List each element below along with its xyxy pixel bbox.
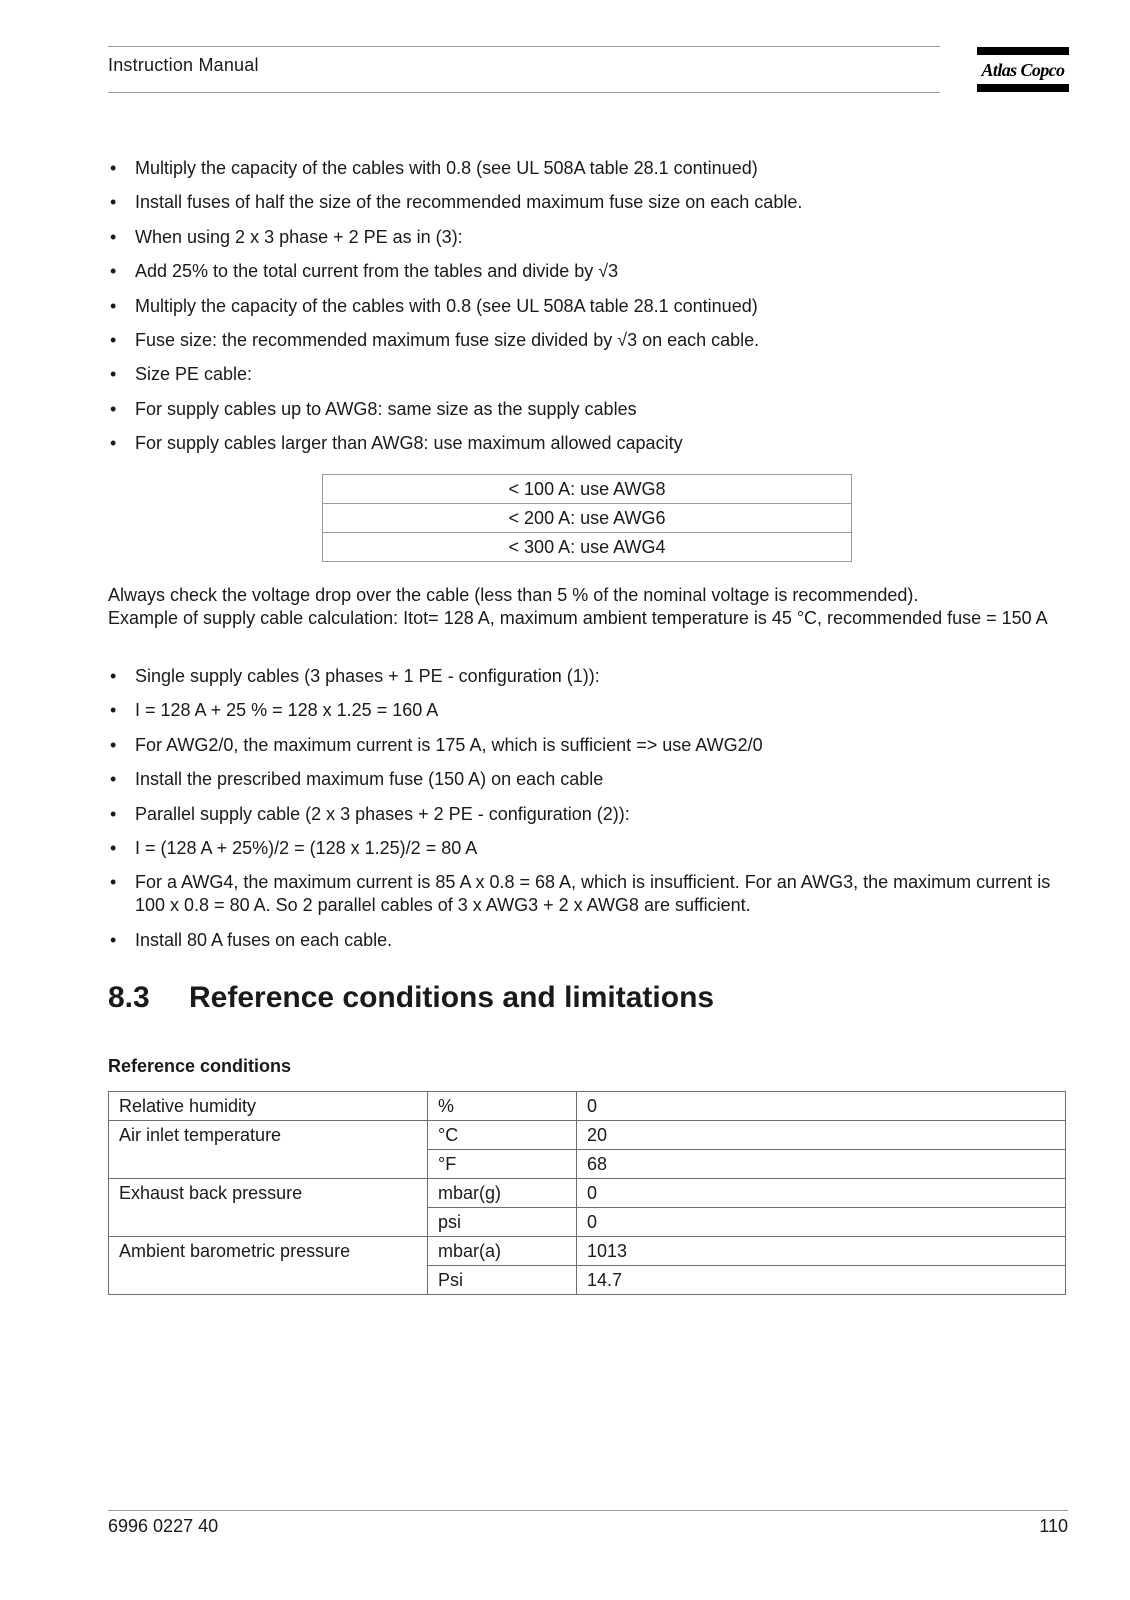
reference-conditions-table (108, 1091, 1066, 1295)
value-cell: 0 (577, 1208, 1066, 1237)
bullet-icon: • (110, 158, 117, 178)
table-row (323, 533, 852, 562)
unit-cell: Psi (428, 1266, 577, 1295)
table-row (109, 1237, 1066, 1266)
bullet-icon: • (110, 295, 117, 316)
list-item-text: Install the prescribed maximum fuse (150 A) on each cable (135, 769, 604, 790)
parameter-cell: Relative humidity (109, 1092, 428, 1121)
list-item (108, 837, 1068, 860)
bullet-icon: • (110, 329, 117, 350)
bullet-icon: • (110, 734, 117, 755)
bullet-icon: • (110, 364, 117, 385)
unit-cell: °C (428, 1121, 577, 1150)
bullet-icon: • (110, 929, 117, 950)
paragraph-line: Always check the voltage drop over the cable (less than 5 % of the nominal voltage is recommended). (108, 585, 919, 605)
logo-top-bar (977, 47, 1069, 55)
subsection-heading: Reference conditions (108, 1056, 292, 1076)
paragraph-line: Example of supply cable calculation: Itot= 128 A, maximum ambient temperature is 45 °C, recommended fuse = 150 A (108, 608, 1048, 628)
list-item (108, 226, 1068, 249)
list-item-text: Add 25% to the total current from the tables and divide by √3 (135, 261, 619, 282)
unit-cell: % (428, 1092, 577, 1121)
table-row (109, 1121, 1066, 1150)
cable-sizing-bullet-list (108, 157, 1068, 467)
section-title-text: Reference conditions and limitations (189, 981, 715, 1014)
list-item-text: Install fuses of half the size of the recommended maximum fuse size on each cable. (135, 192, 803, 213)
header-bottom-rule (108, 92, 940, 93)
pe-cable-awg-table (322, 474, 852, 562)
calculation-example-bullet-list (108, 665, 1068, 963)
list-item-text: For AWG2/0, the maximum current is 175 A, which is sufficient => use AWG2/0 (135, 734, 763, 755)
value-cell: 1013 (577, 1237, 1066, 1266)
list-item-text: I = 128 A + 25 % = 128 x 1.25 = 160 A (135, 700, 439, 721)
value-cell: 68 (577, 1150, 1066, 1179)
section-number: 8.3 (108, 981, 150, 1014)
page-number: 110 (1039, 1516, 1068, 1536)
list-item (108, 803, 1068, 826)
list-item (108, 768, 1068, 791)
bullet-icon: • (110, 837, 117, 858)
parameter-cell: Air inlet temperature (109, 1121, 428, 1179)
list-item (108, 191, 1068, 214)
header-title: Instruction Manual (108, 55, 259, 75)
list-item-text: Size PE cable: (135, 364, 253, 385)
list-item-text: When using 2 x 3 phase + 2 PE as in (3): (135, 226, 463, 247)
list-item-text: Parallel supply cable (2 x 3 phases + 2 PE - configuration (2)): (135, 803, 630, 824)
list-item-text: I = (128 A + 25%)/2 = (128 x 1.25)/2 = 80 A (135, 837, 478, 858)
bullet-icon: • (110, 666, 117, 686)
list-item (108, 363, 1068, 386)
bullet-icon: • (110, 261, 117, 282)
bullet-icon: • (110, 700, 117, 721)
unit-cell: psi (428, 1208, 577, 1237)
table-row (109, 1179, 1066, 1208)
footer-rule (108, 1510, 1068, 1511)
table-row (109, 1092, 1066, 1121)
bullet-icon: • (110, 769, 117, 790)
table-cell: < 200 A: use AWG6 (323, 504, 852, 533)
list-item (108, 699, 1068, 722)
table-row (323, 504, 852, 533)
list-item (108, 329, 1068, 352)
bullet-icon: • (110, 192, 117, 213)
value-cell: 20 (577, 1121, 1066, 1150)
unit-cell: mbar(a) (428, 1237, 577, 1266)
list-item-text: Multiply the capacity of the cables with 0.8 (see UL 508A table 28.1 continued) (135, 295, 758, 316)
table-row (323, 475, 852, 504)
list-item (108, 734, 1068, 757)
document-number: 6996 0227 40 (108, 1516, 219, 1536)
list-item (108, 665, 1068, 688)
bullet-icon: • (110, 398, 117, 419)
bullet-icon: • (110, 872, 117, 893)
section-heading (108, 980, 714, 1016)
list-item (108, 398, 1068, 421)
logo-text: Atlas Copco (981, 60, 1065, 80)
bullet-icon: • (110, 803, 117, 824)
bullet-icon: • (110, 226, 117, 247)
list-item (108, 260, 1068, 283)
bullet-icon: • (110, 433, 117, 454)
value-cell: 14.7 (577, 1266, 1066, 1295)
table-cell: < 300 A: use AWG4 (323, 533, 852, 562)
unit-cell: mbar(g) (428, 1179, 577, 1208)
table-cell: < 100 A: use AWG8 (323, 475, 852, 504)
parameter-cell: Ambient barometric pressure (109, 1237, 428, 1295)
list-item-text: Multiply the capacity of the cables with 0.8 (see UL 508A table 28.1 continued) (135, 158, 758, 178)
value-cell: 0 (577, 1092, 1066, 1121)
atlas-copco-logo (977, 47, 1069, 94)
list-item-text: For a AWG4, the maximum current is 85 A x 0.8 = 68 A, which is insufficient. For an AWG3, the maximum current is 100 x 0.8 = 80 A. So 2 parallel cables of 3 x AWG3 + 2 x AWG8 are sufficient. (135, 872, 1051, 916)
unit-cell: °F (428, 1150, 577, 1179)
header-top-rule (108, 46, 940, 47)
list-item-text: Single supply cables (3 phases + 1 PE - configuration (1)): (135, 666, 600, 686)
list-item (108, 157, 1068, 180)
voltage-drop-paragraph (108, 584, 1068, 630)
list-item (108, 871, 1068, 917)
logo-bottom-bar (977, 84, 1069, 92)
value-cell: 0 (577, 1179, 1066, 1208)
list-item-text: For supply cables larger than AWG8: use maximum allowed capacity (135, 433, 683, 454)
list-item-text: For supply cables up to AWG8: same size as the supply cables (135, 398, 637, 419)
parameter-cell: Exhaust back pressure (109, 1179, 428, 1237)
list-item (108, 295, 1068, 318)
list-item-text: Install 80 A fuses on each cable. (135, 929, 393, 950)
list-item (108, 929, 1068, 952)
list-item (108, 432, 1068, 455)
list-item-text: Fuse size: the recommended maximum fuse size divided by √3 on each cable. (135, 329, 760, 350)
